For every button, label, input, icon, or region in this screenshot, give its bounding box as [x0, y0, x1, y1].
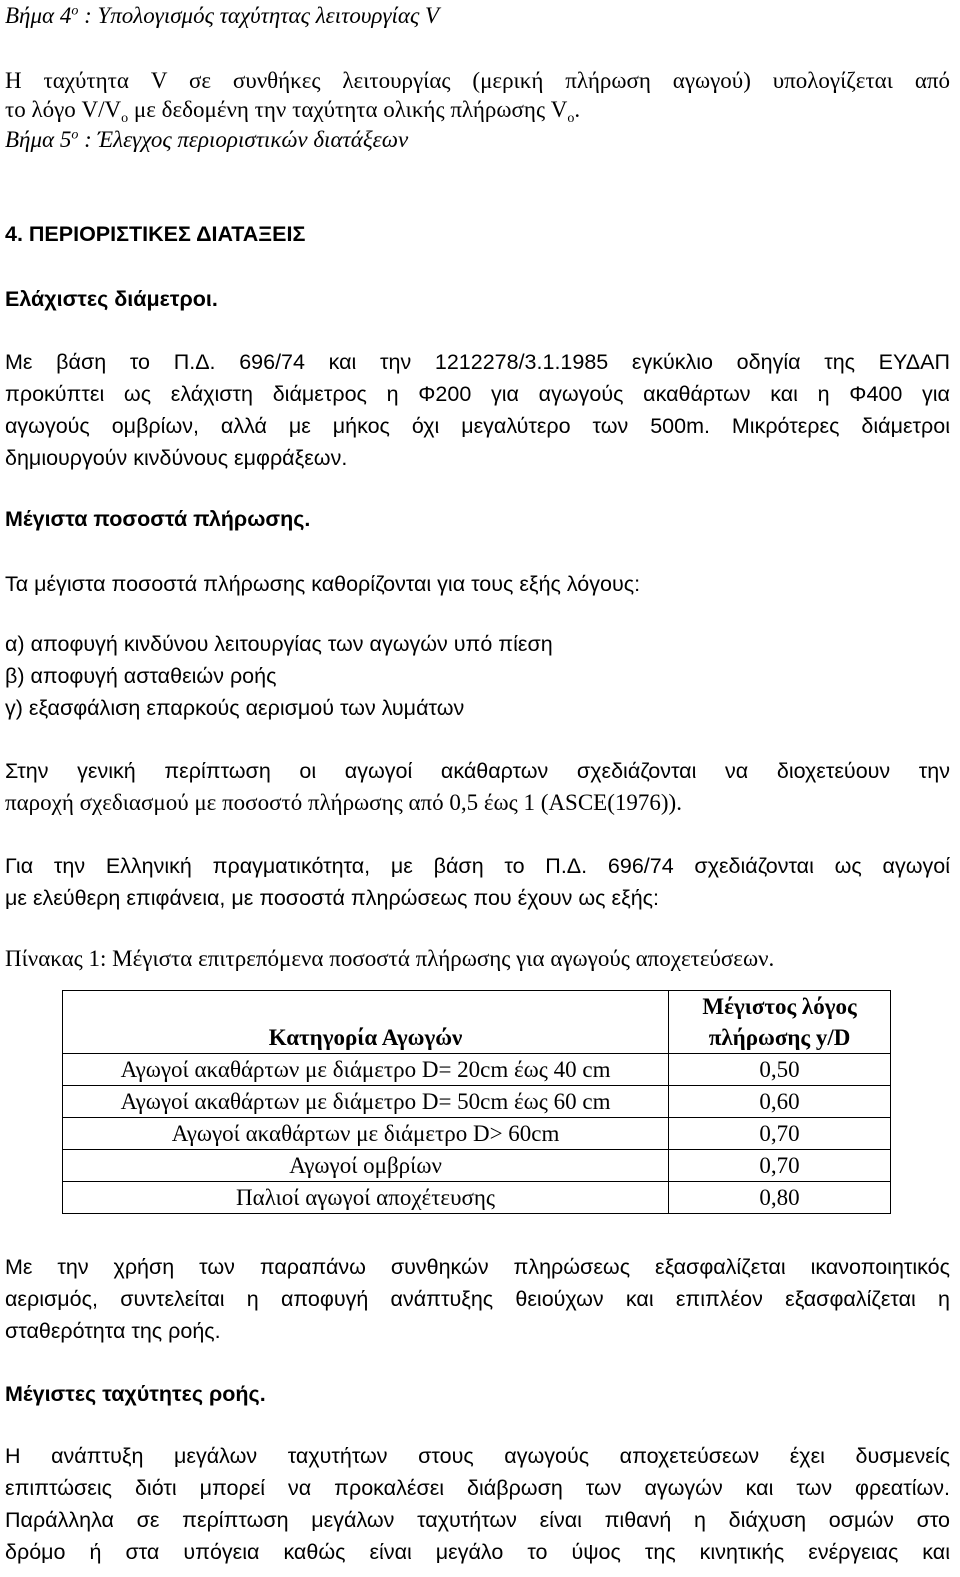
- step5-rest: : Έλεγχος περιοριστικών διατάξεων: [78, 127, 409, 152]
- table-row: [63, 1054, 891, 1086]
- greek-case-line-2: με ελεύθερη επιφάνεια, με ποσοστά πληρώσεως που έχουν ως εξής:: [5, 886, 660, 910]
- min-diameters-line-4: δημιουργούν κινδύνους εμφράξεων.: [5, 446, 348, 470]
- speed-para-sub2: o: [567, 111, 575, 126]
- row-ratio: 0,50: [669, 1054, 891, 1086]
- velocity-line-2: επιπτώσεις διότι μπορεί να προκαλέσει διάβρωση των αγωγών και των φρεατίων.: [5, 1476, 950, 1500]
- step5-heading: [5, 126, 408, 154]
- header-ratio-line-2: πλήρωσης y/D: [708, 1025, 851, 1050]
- velocity-line-3: Παράλληλα σε περίπτωση μεγάλων ταχυτήτων είναι πιθανή η διάχυση οσμών στο: [5, 1508, 950, 1532]
- speed-para-2a: το λόγο V/V: [5, 97, 122, 122]
- general-case-line-2: παροχή σχεδιασμού με ποσοστό πλήρωσης από 0,5 έως 1 (ASCE(1976)).: [5, 790, 682, 815]
- after-table-line-3: σταθερότητα της ροής.: [5, 1319, 221, 1343]
- fill-ratio-table: [62, 990, 891, 1214]
- min-diameters-line-3: αγωγούς ομβρίων, αλλά με μήκος όχι μεγαλύτερο των 500m. Μικρότερες διάμετροι: [5, 414, 950, 438]
- after-table-line-2: αερισμός, συντελείται η αποφυγή ανάπτυξης θειούχων και επιπλέον εξασφαλίζεται η: [5, 1287, 950, 1311]
- step5-prefix: Βήμα 5: [5, 127, 72, 152]
- speed-para-line-2: [5, 96, 580, 124]
- velocity-line-1: Η ανάπτυξη μεγάλων ταχυτήτων στους αγωγούς αποχετεύσεων έχει δυσμενείς: [5, 1444, 950, 1468]
- speed-para-2c: .: [574, 97, 581, 122]
- min-diameters-line-2: προκύπτει ως ελάχιστη διάμετρος η Φ200 για αγωγούς ακαθάρτων και η Φ400 για: [5, 382, 950, 406]
- header-ratio: [669, 991, 891, 1054]
- speed-para-2b: με δεδομένη την ταχύτητα ολικής πλήρωσης V: [128, 97, 568, 122]
- step4-heading: [5, 2, 439, 30]
- table-row: [63, 1118, 891, 1150]
- velocity-line-4: δρόμο ή στα υπόγεια καθώς είναι μεγάλο το ύψος της κινητικής ενέργειας και: [5, 1540, 950, 1564]
- step4-sup: ο: [71, 3, 79, 19]
- fill-heading: Μέγιστα ποσοστά πλήρωσης.: [5, 507, 311, 531]
- general-case-line-1: Στην γενική περίπτωση οι αγωγοί ακάθαρτων σχεδιάζονται να διοχετεύουν την: [5, 759, 950, 783]
- fill-intro: Τα μέγιστα ποσοστά πλήρωσης καθορίζονται για τους εξής λόγους:: [5, 572, 641, 596]
- step4-prefix: Βήμα 4: [5, 3, 72, 28]
- min-diameters-heading: Ελάχιστες διάμετροι.: [5, 287, 218, 311]
- step5-sup: ο: [71, 127, 79, 143]
- fill-reason-a: α) αποφυγή κινδύνου λειτουργίας των αγωγών υπό πίεση: [5, 632, 553, 656]
- row-category: Αγωγοί ομβρίων: [63, 1150, 669, 1182]
- row-category: Αγωγοί ακαθάρτων με διάμετρο D> 60cm: [63, 1118, 669, 1150]
- table-row: [63, 1150, 891, 1182]
- table-row: [63, 1086, 891, 1118]
- row-category: Αγωγοί ακαθάρτων με διάμετρο D= 50cm έως 60 cm: [63, 1086, 669, 1118]
- row-ratio: 0,80: [669, 1182, 891, 1214]
- after-table-line-1: Με την χρήση των παραπάνω συνθηκών πληρώσεως εξασφαλίζεται ικανοποιητικός: [5, 1255, 950, 1279]
- row-ratio: 0,60: [669, 1086, 891, 1118]
- step4-rest: : Υπολογισμός ταχύτητας λειτουργίας V: [78, 3, 440, 28]
- row-ratio: 0,70: [669, 1118, 891, 1150]
- section-heading: 4. ΠΕΡΙΟΡΙΣΤΙΚΕΣ ΔΙΑΤΑΞΕΙΣ: [5, 222, 306, 246]
- row-ratio: 0,70: [669, 1150, 891, 1182]
- table-header-row: [63, 991, 891, 1054]
- greek-case-line-1: Για την Ελληνική πραγματικότητα, με βάση το Π.Δ. 696/74 σχεδιάζονται ως αγωγοί: [5, 854, 950, 878]
- table-row: [63, 1182, 891, 1214]
- fill-reason-c: γ) εξασφάλιση επαρκούς αερισμού των λυμάτων: [5, 696, 465, 720]
- min-diameters-line-1: Με βάση το Π.Δ. 696/74 και την 1212278/3.1.1985 εγκύκλιο οδηγία της ΕΥΔΑΠ: [5, 350, 950, 374]
- header-ratio-line-1: Μέγιστος λόγος: [702, 994, 857, 1019]
- speed-para-sub1: o: [121, 111, 129, 126]
- fill-reason-b: β) αποφυγή ασταθειών ροής: [5, 664, 277, 688]
- velocity-heading: Μέγιστες ταχύτητες ροής.: [5, 1382, 266, 1406]
- header-category: Κατηγορία Αγωγών: [63, 991, 669, 1054]
- row-category: Παλιοί αγωγοί αποχέτευσης: [63, 1182, 669, 1214]
- table-caption: Πίνακας 1: Μέγιστα επιτρεπόμενα ποσοστά πλήρωσης για αγωγούς αποχετεύσεων.: [5, 946, 775, 971]
- row-category: Αγωγοί ακαθάρτων με διάμετρο D= 20cm έως 40 cm: [63, 1054, 669, 1086]
- speed-para-line-1: Η ταχύτητα V σε συνθήκες λειτουργίας (μερική πλήρωση αγωγού) υπολογίζεται από: [5, 68, 950, 93]
